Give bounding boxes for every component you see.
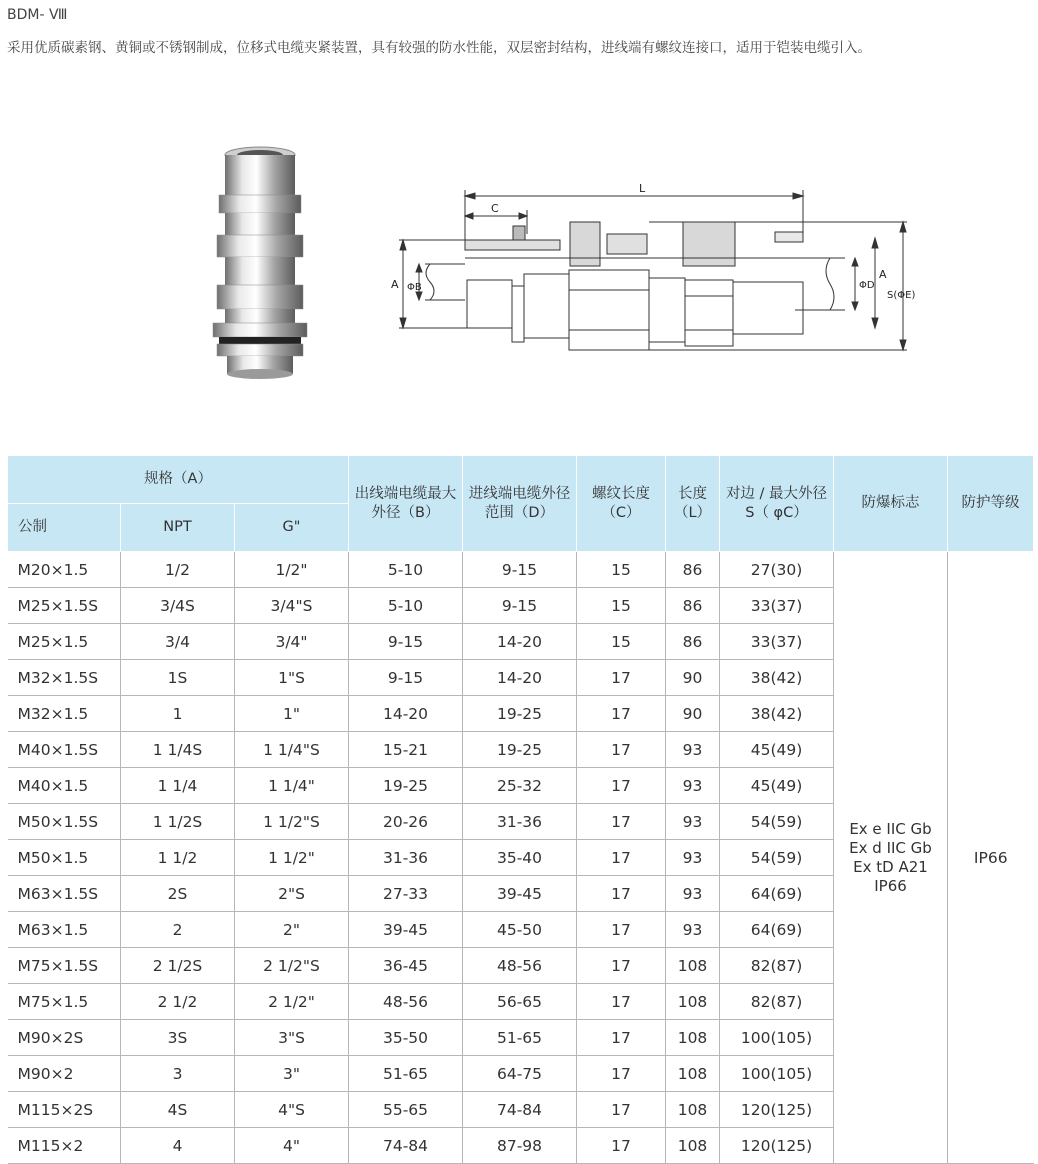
- cell-across: 120(125): [720, 1092, 834, 1128]
- cell-out-dia: 35-50: [349, 1020, 463, 1056]
- cell-metric: M75×1.5: [8, 984, 121, 1020]
- cell-in-range: 25-32: [463, 768, 577, 804]
- cell-across: 38(42): [720, 660, 834, 696]
- cell-metric: M50×1.5: [8, 840, 121, 876]
- cell-length: 108: [666, 1092, 720, 1128]
- header-spec: 规格（A）: [8, 456, 349, 504]
- cell-in-range: 51-65: [463, 1020, 577, 1056]
- cell-thread-len: 15: [577, 552, 666, 588]
- cell-g: 2 1/2": [235, 984, 349, 1020]
- cell-in-range: 56-65: [463, 984, 577, 1020]
- cell-g: 3/4"S: [235, 588, 349, 624]
- cell-ip-rating: IP66: [948, 552, 1034, 1164]
- cell-metric: M32×1.5: [8, 696, 121, 732]
- cell-npt: 2 1/2: [121, 984, 235, 1020]
- cell-npt: 3/4S: [121, 588, 235, 624]
- ex-mark-line: IP66: [874, 876, 907, 895]
- cell-length: 93: [666, 804, 720, 840]
- cell-across: 27(30): [720, 552, 834, 588]
- cell-length: 90: [666, 696, 720, 732]
- cell-g: 1 1/4"S: [235, 732, 349, 768]
- cell-out-dia: 19-25: [349, 768, 463, 804]
- cell-g: 4"S: [235, 1092, 349, 1128]
- cell-length: 93: [666, 840, 720, 876]
- cell-across: 33(37): [720, 624, 834, 660]
- spec-table-body: [8, 552, 1034, 1164]
- cell-g: 1 1/4": [235, 768, 349, 804]
- cell-in-range: 74-84: [463, 1092, 577, 1128]
- cell-out-dia: 14-20: [349, 696, 463, 732]
- ex-mark-line: Ex tD A21: [853, 857, 928, 876]
- cell-out-dia: 48-56: [349, 984, 463, 1020]
- cell-length: 86: [666, 588, 720, 624]
- dim-label-c: C: [491, 202, 499, 215]
- cell-metric: M32×1.5S: [8, 660, 121, 696]
- cell-thread-len: 17: [577, 1020, 666, 1056]
- cell-out-dia: 74-84: [349, 1128, 463, 1164]
- cell-in-range: 87-98: [463, 1128, 577, 1164]
- cell-g: 2 1/2"S: [235, 948, 349, 984]
- cell-in-range: 45-50: [463, 912, 577, 948]
- cell-thread-len: 17: [577, 696, 666, 732]
- cell-g: 1/2": [235, 552, 349, 588]
- cell-in-range: 64-75: [463, 1056, 577, 1092]
- cell-npt: 1 1/2: [121, 840, 235, 876]
- cell-thread-len: 15: [577, 624, 666, 660]
- cell-in-range: 9-15: [463, 588, 577, 624]
- cell-npt: 1 1/4S: [121, 732, 235, 768]
- cell-in-range: 39-45: [463, 876, 577, 912]
- cell-thread-len: 17: [577, 1092, 666, 1128]
- cell-metric: M75×1.5S: [8, 948, 121, 984]
- cell-thread-len: 17: [577, 732, 666, 768]
- cell-out-dia: 51-65: [349, 1056, 463, 1092]
- technical-drawing: [385, 178, 925, 358]
- cell-g: 3": [235, 1056, 349, 1092]
- cell-across: 82(87): [720, 984, 834, 1020]
- cell-npt: 1: [121, 696, 235, 732]
- cell-out-dia: 5-10: [349, 552, 463, 588]
- cell-npt: 1S: [121, 660, 235, 696]
- cell-in-range: 48-56: [463, 948, 577, 984]
- header-metric: 公制: [8, 504, 121, 552]
- cell-metric: M90×2S: [8, 1020, 121, 1056]
- cell-length: 93: [666, 732, 720, 768]
- cell-in-range: 14-20: [463, 660, 577, 696]
- cell-out-dia: 9-15: [349, 660, 463, 696]
- table-row: [8, 552, 1034, 588]
- cell-g: 3"S: [235, 1020, 349, 1056]
- cell-thread-len: 17: [577, 1056, 666, 1092]
- cell-across: 100(105): [720, 1020, 834, 1056]
- cell-out-dia: 55-65: [349, 1092, 463, 1128]
- cell-thread-len: 15: [577, 588, 666, 624]
- cell-out-dia: 9-15: [349, 624, 463, 660]
- header-ip: 防护等级: [948, 456, 1034, 552]
- header-ex-mark: 防爆标志: [834, 456, 948, 552]
- cell-npt: 1 1/4: [121, 768, 235, 804]
- header-g: G": [235, 504, 349, 552]
- cell-npt: 2: [121, 912, 235, 948]
- cell-out-dia: 5-10: [349, 588, 463, 624]
- cell-g: 1 1/2": [235, 840, 349, 876]
- header-out-dia: 出线端电缆最大外径（B）: [349, 456, 463, 552]
- cell-g: 1"S: [235, 660, 349, 696]
- cell-metric: M40×1.5: [8, 768, 121, 804]
- cell-g: 2"S: [235, 876, 349, 912]
- cell-ex-marks: [834, 552, 948, 1164]
- cell-metric: M90×2: [8, 1056, 121, 1092]
- cell-metric: M25×1.5S: [8, 588, 121, 624]
- cell-across: 45(49): [720, 732, 834, 768]
- cell-across: 54(59): [720, 840, 834, 876]
- cell-metric: M25×1.5: [8, 624, 121, 660]
- cell-across: 54(59): [720, 804, 834, 840]
- cell-length: 93: [666, 876, 720, 912]
- cell-across: 33(37): [720, 588, 834, 624]
- cell-thread-len: 17: [577, 948, 666, 984]
- cell-metric: M115×2: [8, 1128, 121, 1164]
- cell-length: 108: [666, 984, 720, 1020]
- cell-npt: 1/2: [121, 552, 235, 588]
- cell-metric: M50×1.5S: [8, 804, 121, 840]
- cell-thread-len: 17: [577, 840, 666, 876]
- dim-label-a-right: A: [879, 268, 887, 281]
- cell-npt: 4: [121, 1128, 235, 1164]
- header-across: 对边 / 最大外径 S（ φC）: [720, 456, 834, 552]
- cell-thread-len: 17: [577, 804, 666, 840]
- cell-length: 90: [666, 660, 720, 696]
- cell-length: 108: [666, 1128, 720, 1164]
- cell-g: 2": [235, 912, 349, 948]
- spec-table: [7, 455, 1034, 1164]
- product-description: 采用优质碳素钢、黄铜或不锈钢制成，位移式电缆夹紧装置，具有较强的防水性能，双层密封结构，进线端有螺纹连接口，适用于铠装电缆引入。: [7, 40, 871, 56]
- cell-thread-len: 17: [577, 912, 666, 948]
- cell-across: 120(125): [720, 1128, 834, 1164]
- cell-length: 93: [666, 768, 720, 804]
- dim-label-d: ΦD: [859, 280, 875, 291]
- cell-length: 108: [666, 1020, 720, 1056]
- ex-mark-line: Ex e IIC Gb: [849, 819, 932, 838]
- cell-out-dia: 27-33: [349, 876, 463, 912]
- cell-g: 1 1/2"S: [235, 804, 349, 840]
- cell-across: 64(69): [720, 912, 834, 948]
- product-model: BDM- Ⅷ: [7, 7, 68, 23]
- cell-in-range: 19-25: [463, 732, 577, 768]
- cell-metric: M40×1.5S: [8, 732, 121, 768]
- cell-npt: 4S: [121, 1092, 235, 1128]
- header-thread-len: 螺纹长度（C）: [577, 456, 666, 552]
- cell-out-dia: 15-21: [349, 732, 463, 768]
- cell-in-range: 35-40: [463, 840, 577, 876]
- cell-across: 82(87): [720, 948, 834, 984]
- cell-length: 108: [666, 948, 720, 984]
- cell-metric: M20×1.5: [8, 552, 121, 588]
- cell-npt: 3: [121, 1056, 235, 1092]
- dim-label-l: L: [639, 182, 646, 195]
- cell-length: 108: [666, 1056, 720, 1092]
- cell-out-dia: 39-45: [349, 912, 463, 948]
- cell-out-dia: 20-26: [349, 804, 463, 840]
- cell-in-range: 14-20: [463, 624, 577, 660]
- cell-g: 1": [235, 696, 349, 732]
- cell-across: 64(69): [720, 876, 834, 912]
- header-npt: NPT: [121, 504, 235, 552]
- cell-thread-len: 17: [577, 660, 666, 696]
- dim-label-b: ΦB: [407, 282, 422, 293]
- cell-metric: M63×1.5S: [8, 876, 121, 912]
- dim-label-a-left: A: [391, 278, 399, 291]
- cell-thread-len: 17: [577, 768, 666, 804]
- cell-metric: M115×2S: [8, 1092, 121, 1128]
- cell-in-range: 19-25: [463, 696, 577, 732]
- cell-thread-len: 17: [577, 1128, 666, 1164]
- cell-thread-len: 17: [577, 984, 666, 1020]
- cell-length: 93: [666, 912, 720, 948]
- cell-g: 4": [235, 1128, 349, 1164]
- header-length: 长度（L）: [666, 456, 720, 552]
- cell-length: 86: [666, 624, 720, 660]
- cell-g: 3/4": [235, 624, 349, 660]
- cell-npt: 2 1/2S: [121, 948, 235, 984]
- cell-npt: 3S: [121, 1020, 235, 1056]
- product-photo: [205, 145, 315, 380]
- cell-in-range: 9-15: [463, 552, 577, 588]
- header-in-range: 进线端电缆外径范围（D）: [463, 456, 577, 552]
- cell-out-dia: 31-36: [349, 840, 463, 876]
- cell-metric: M63×1.5: [8, 912, 121, 948]
- ex-mark-line: Ex d IIC Gb: [849, 838, 932, 857]
- cell-npt: 1 1/2S: [121, 804, 235, 840]
- cell-across: 45(49): [720, 768, 834, 804]
- cell-across: 100(105): [720, 1056, 834, 1092]
- cell-across: 38(42): [720, 696, 834, 732]
- cell-thread-len: 17: [577, 876, 666, 912]
- cell-in-range: 31-36: [463, 804, 577, 840]
- cell-length: 86: [666, 552, 720, 588]
- cell-out-dia: 36-45: [349, 948, 463, 984]
- cell-npt: 3/4: [121, 624, 235, 660]
- cell-npt: 2S: [121, 876, 235, 912]
- dim-label-s: S(ΦE): [887, 290, 916, 301]
